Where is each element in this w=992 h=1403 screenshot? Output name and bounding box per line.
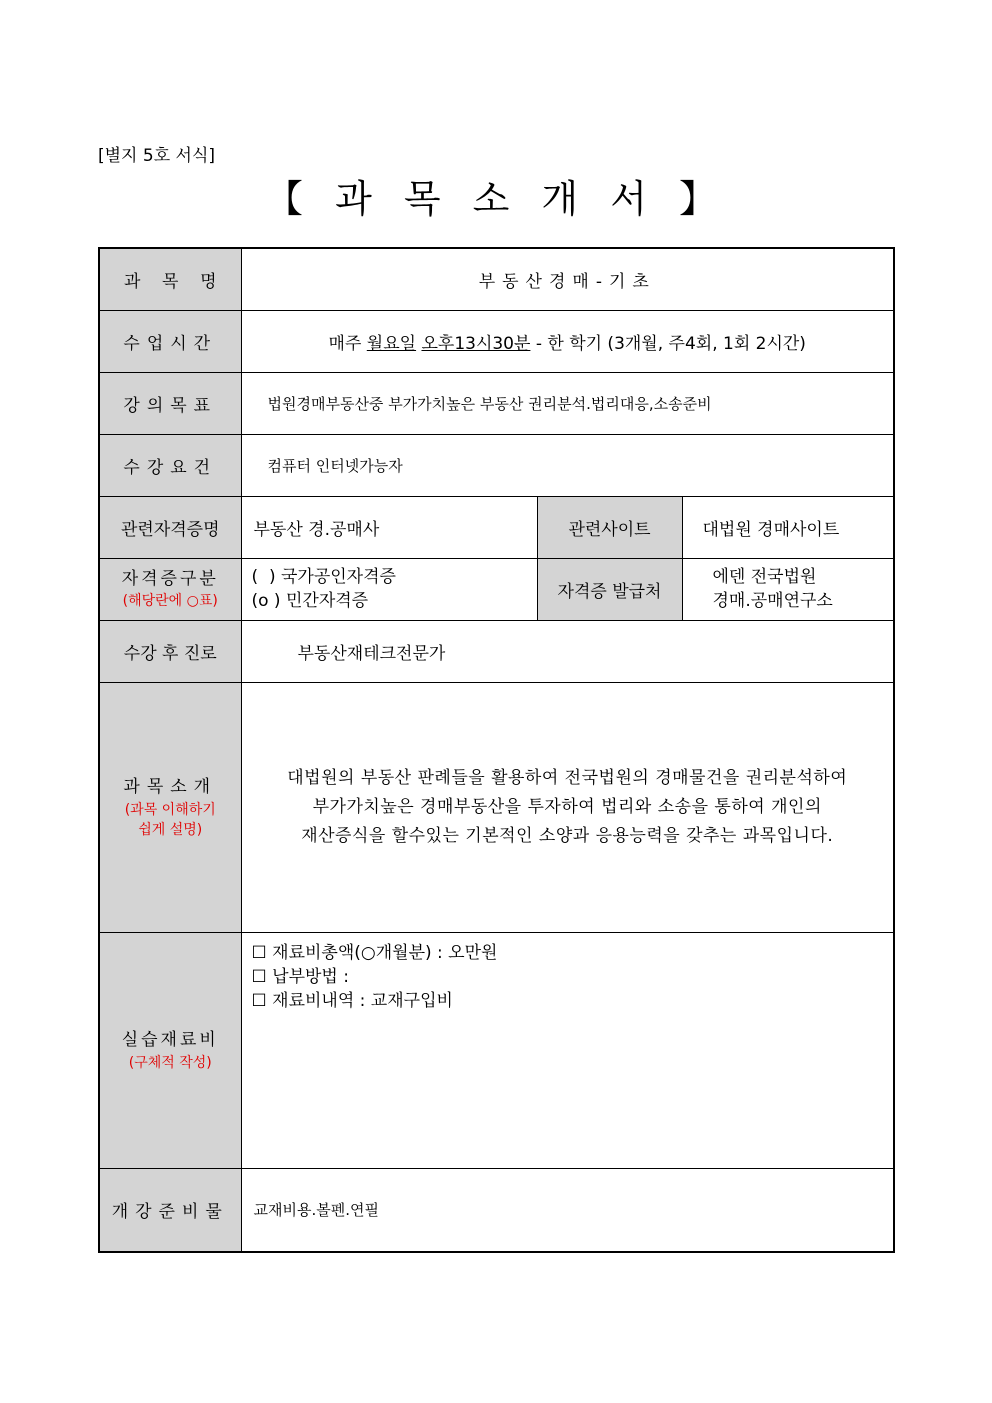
material-total: ☐ 재료비총액(○개월분) : 오만원 <box>251 942 498 963</box>
form-number-label: [별지 5호 서식] <box>98 146 215 166</box>
material-payment: ☐ 납부방법 : <box>251 966 349 987</box>
row-course-name <box>99 248 894 310</box>
row-cert-type <box>99 558 894 620</box>
value-materials <box>241 932 894 1168</box>
label-cert-type: 자격증구분 (해당란에 ○표) <box>99 558 241 620</box>
label-career: 수강 후 진로 <box>99 620 241 682</box>
value-related-site: 대법원 경매사이트 <box>682 496 894 558</box>
document-title: 【 과 목 소 개 서 】 <box>264 177 727 221</box>
value-class-time: 매주 월요일 오후13시30분 - 한 학기 (3개월, 주4회, 1회 2시간) <box>241 310 894 372</box>
row-certificate <box>99 496 894 558</box>
label-course-name: 과 목 명 <box>99 248 241 310</box>
value-cert-type <box>241 558 537 620</box>
cert-option-national: ( ) 국가공인자격증 <box>251 567 396 587</box>
label-issuer: 자격증 발급처 <box>537 558 682 620</box>
cert-option-private: (o ) 민간자격증 <box>251 591 369 611</box>
label-intro: 과목소개 (과목 이해하기 쉽게 설명) <box>99 682 241 932</box>
value-career: 부동산재테크전문가 <box>241 620 894 682</box>
label-related-site: 관련사이트 <box>537 496 682 558</box>
label-objective: 강의목표 <box>99 372 241 434</box>
row-intro <box>99 682 894 932</box>
row-objective <box>99 372 894 434</box>
row-preparation <box>99 1168 894 1252</box>
material-detail: ☐ 재료비내역 : 교재구입비 <box>251 990 453 1011</box>
value-certificate: 부동산 경.공매사 <box>241 496 537 558</box>
value-course-name: 부동산경매-기초 <box>241 248 894 310</box>
value-preparation: 교재비용.볼펜.연필 <box>241 1168 894 1252</box>
value-requirement: 컴퓨터 인터넷가능자 <box>241 434 894 496</box>
label-preparation: 개강준비물 <box>99 1168 241 1252</box>
cert-type-note: (해당란에 ○표) <box>122 593 218 609</box>
value-objective: 법원경매부동산중 부가가치높은 부동산 권리분석.법리대응,소송준비 <box>241 372 894 434</box>
row-materials <box>99 932 894 1168</box>
row-class-time <box>99 310 894 372</box>
row-career <box>99 620 894 682</box>
label-requirement: 수강요건 <box>99 434 241 496</box>
label-class-time: 수업시간 <box>99 310 241 372</box>
row-requirement <box>99 434 894 496</box>
label-certificate: 관련자격증명 <box>99 496 241 558</box>
label-materials: 실습재료비 (구체적 작성) <box>99 932 241 1168</box>
value-intro: 대법원의 부동산 판례들을 활용하여 전국법원의 경매물건을 권리분석하여 부가가치높은 경매부동산을 투자하여 법리와 소송을 통하여 개인의 재산증식을 할수있는 기본적인 소양과 응용능력을 갖추는 과목입니다. <box>241 682 894 932</box>
course-intro-table <box>98 247 895 1253</box>
value-issuer: 에덴 전국법원 경매.공매연구소 <box>682 558 894 620</box>
